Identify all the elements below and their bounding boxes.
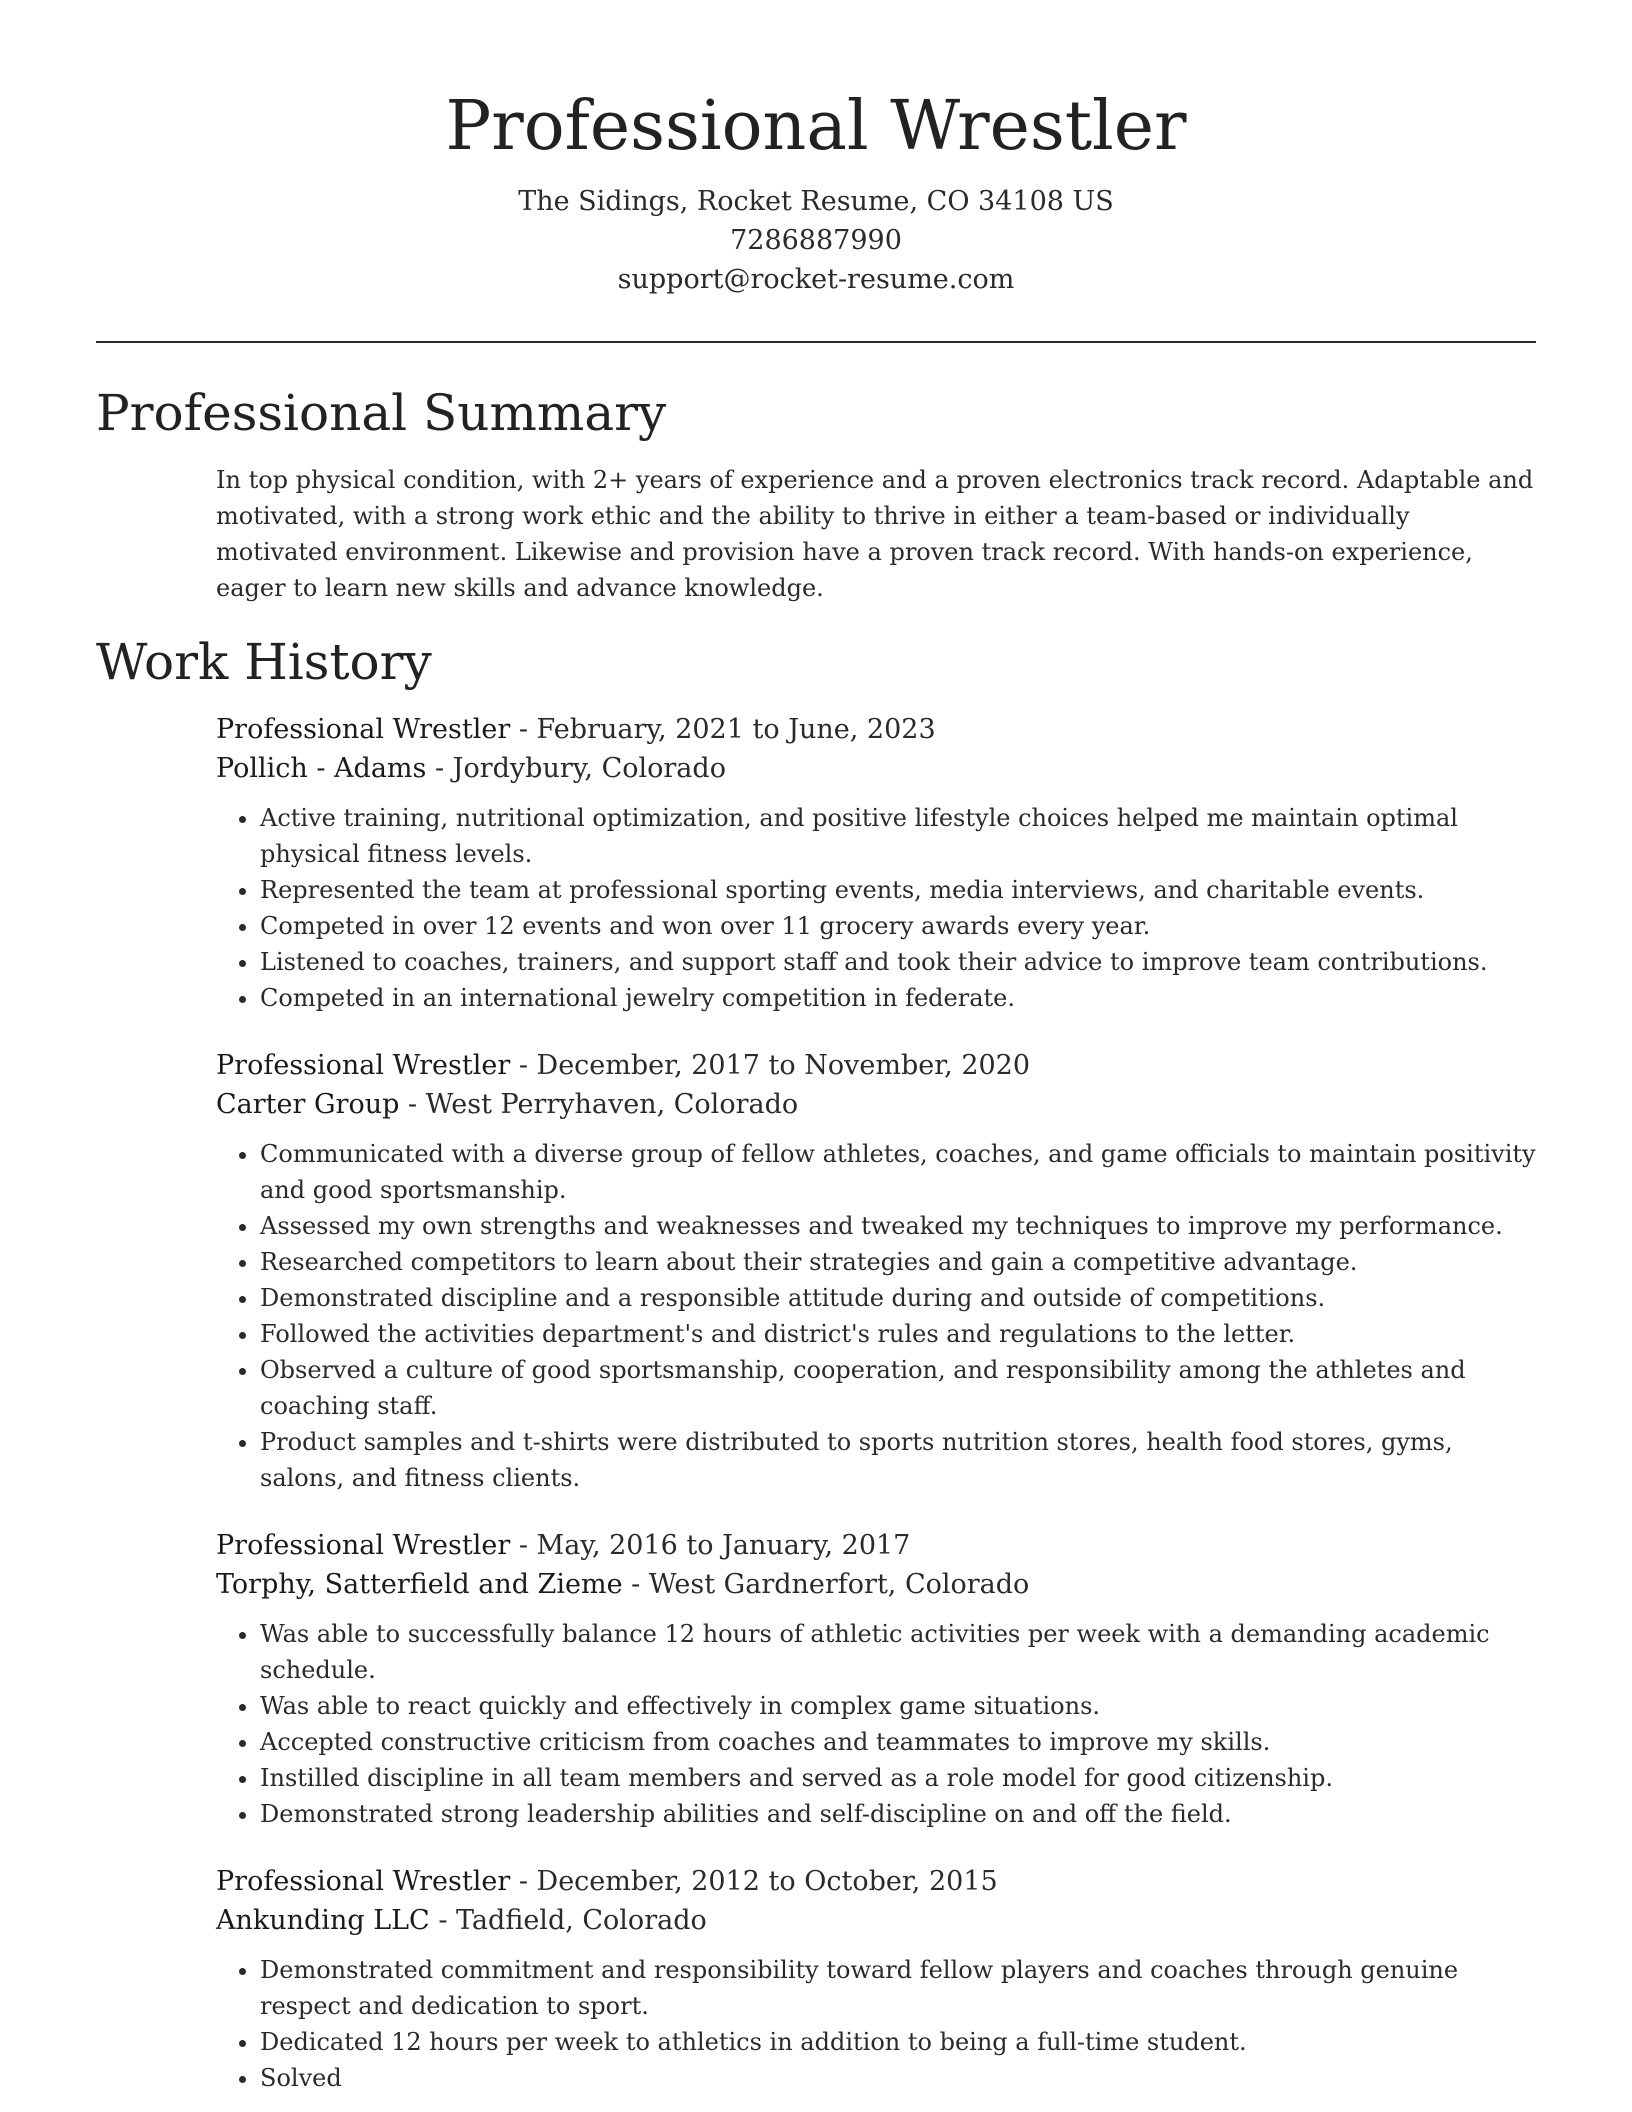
duty-item: • Was able to react quickly and effectively in complex game situations. bbox=[260, 1688, 1536, 1724]
job-location: - Tadfield, Colorado bbox=[429, 1905, 707, 1936]
job-duties bbox=[216, 1616, 1536, 1832]
contact-block bbox=[0, 182, 1632, 299]
job-location: - West Gardnerfort, Colorado bbox=[622, 1569, 1030, 1600]
work-history-list bbox=[216, 710, 1536, 2112]
job-role: Professional Wrestler bbox=[216, 1530, 511, 1561]
job-company: Carter Group bbox=[216, 1089, 400, 1120]
job-dates: - May, 2016 to January, 2017 bbox=[510, 1530, 911, 1561]
resume-header bbox=[0, 0, 1632, 299]
phone-number: 7286887990 bbox=[730, 225, 902, 256]
job-company: Ankunding LLC bbox=[216, 1905, 430, 1936]
job-company-line bbox=[216, 1085, 1536, 1124]
duty-item: • Followed the activities department's and district's rules and regulations to the letter. bbox=[260, 1316, 1536, 1352]
job-company-line bbox=[216, 1901, 1536, 1940]
job-duties bbox=[216, 800, 1536, 1016]
duty-item: • Demonstrated commitment and responsibility toward fellow players and coaches through genuine respect and dedication to sport. bbox=[260, 1952, 1536, 2024]
duty-item: • Competed in an international jewelry competition in federate. bbox=[260, 980, 1536, 1016]
duty-item: • Communicated with a diverse group of fellow athletes, coaches, and game officials to maintain positivity and good sportsmanship. bbox=[260, 1136, 1536, 1208]
email-address: support@rocket-resume.com bbox=[617, 264, 1015, 295]
duty-item: • Listened to coaches, trainers, and support staff and took their advice to improve team contributions. bbox=[260, 944, 1536, 980]
job-entry bbox=[216, 1526, 1536, 1832]
job-duties bbox=[216, 1136, 1536, 1496]
duty-item: • Demonstrated discipline and a responsible attitude during and outside of competitions. bbox=[260, 1280, 1536, 1316]
job-dates: - December, 2012 to October, 2015 bbox=[510, 1866, 998, 1897]
job-company-line bbox=[216, 1565, 1536, 1604]
summary-text: In top physical condition, with 2+ years of experience and a proven electronics track record. Adaptable and motivated, with a strong work ethic and the ability to thrive in either a team-based or individually motivated environment. Likewise and provision have a proven track record. With hands-on experience, eager to learn new skills and advance knowledge. bbox=[216, 466, 1534, 602]
duty-item: • Was able to successfully balance 12 hours of athletic activities per week with a demanding academic schedule. bbox=[260, 1616, 1536, 1688]
duty-item: • Observed a culture of good sportsmanship, cooperation, and responsibility among the athletes and coaching staff. bbox=[260, 1352, 1536, 1424]
job-company: Torphy, Satterfield and Zieme bbox=[216, 1569, 623, 1600]
duty-item: • Dedicated 12 hours per week to athletics in addition to being a full-time student. bbox=[260, 2024, 1536, 2060]
duty-item: • Represented the team at professional sporting events, media interviews, and charitable events. bbox=[260, 872, 1536, 908]
duty-item: • Solved bbox=[260, 2060, 1536, 2096]
duty-item: • Assessed my own strengths and weaknesses and tweaked my techniques to improve my performance. bbox=[260, 1208, 1536, 1244]
duty-item: • Accepted constructive criticism from coaches and teammates to improve my skills. bbox=[260, 1724, 1536, 1760]
candidate-name: Professional Wrestler bbox=[445, 87, 1187, 166]
duty-item: • Researched competitors to learn about their strategies and gain a competitive advantage. bbox=[260, 1244, 1536, 1280]
job-role: Professional Wrestler bbox=[216, 714, 511, 745]
duty-item: • Active training, nutritional optimization, and positive lifestyle choices helped me maintain optimal physical fitness levels. bbox=[260, 800, 1536, 872]
work-history-heading: Work History bbox=[96, 633, 432, 691]
job-title-line bbox=[216, 1862, 1536, 1901]
duty-item: • Product samples and t-shirts were distributed to sports nutrition stores, health food stores, gyms, salons, and fitness clients. bbox=[260, 1424, 1536, 1496]
job-duties bbox=[216, 1952, 1536, 2096]
duty-item: • Competed in over 12 events and won over 11 grocery awards every year. bbox=[260, 908, 1536, 944]
duty-item: • Instilled discipline in all team members and served as a role model for good citizenship. bbox=[260, 1760, 1536, 1796]
summary-heading: Professional Summary bbox=[96, 384, 667, 442]
job-title-line bbox=[216, 1526, 1536, 1565]
job-entry bbox=[216, 1862, 1536, 2096]
job-title-line bbox=[216, 710, 1536, 749]
job-entry bbox=[216, 1046, 1536, 1496]
job-company: Pollich - Adams bbox=[216, 753, 427, 784]
job-entry bbox=[216, 710, 1536, 1016]
job-dates: - December, 2017 to November, 2020 bbox=[510, 1050, 1031, 1081]
job-title-line bbox=[216, 1046, 1536, 1085]
job-role: Professional Wrestler bbox=[216, 1050, 511, 1081]
job-location: - Jordybury, Colorado bbox=[426, 753, 726, 784]
job-dates: - February, 2021 to June, 2023 bbox=[510, 714, 936, 745]
address: The Sidings, Rocket Resume, CO 34108 US bbox=[518, 186, 1114, 217]
duty-item: • Demonstrated strong leadership abilities and self-discipline on and off the field. bbox=[260, 1796, 1536, 1832]
header-divider bbox=[96, 341, 1536, 343]
job-role: Professional Wrestler bbox=[216, 1866, 511, 1897]
job-location: - West Perryhaven, Colorado bbox=[399, 1089, 799, 1120]
job-company-line bbox=[216, 749, 1536, 788]
